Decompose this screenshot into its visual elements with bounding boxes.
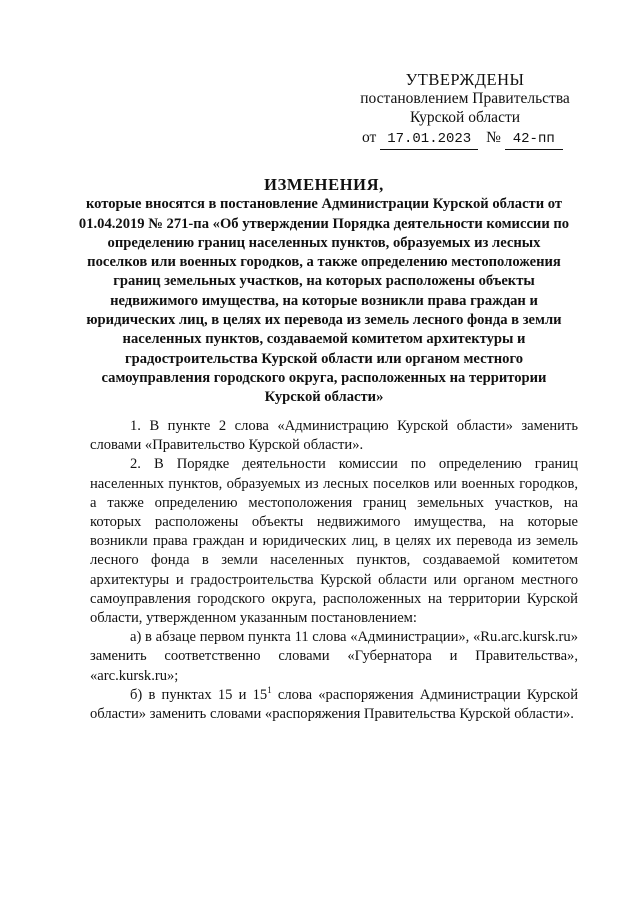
paragraph-4-start: б) в пунктах 15 и 15 (130, 686, 268, 703)
document-heading (78, 175, 570, 408)
document-body (90, 417, 578, 724)
document-subtitle: которые вносятся в постановление Администрации Курской области от 01.04.2019 № 271-па «Об утверждении Порядка деятельности комиссии по определению границ населенных пунктов, образуемых из лесных поселков или военных городков, а также определению местоположения границ земельных участков, на которых расположены объекты недвижимого имущества, на которые возникли права граждан и юридических лиц, в целях их перевода из земель лесного фонда в земли населенных пунктов, создаваемой комитетом архитектуры и градостроительства Курской области или органом местного самоуправления городского округа, расположенных на территории Курской области» (78, 196, 570, 406)
approval-number: 42-пп (505, 130, 563, 150)
approval-date-line (340, 128, 590, 150)
approval-authority: постановлением Правительства (360, 90, 570, 107)
approval-stamp (340, 70, 590, 150)
paragraph-4-superscript: 1 (267, 684, 272, 695)
date-prefix: от (362, 129, 377, 146)
paragraph-1: 1. В пункте 2 слова «Администрацию Курской области» заменить словами «Правительство Курской области». (90, 418, 578, 454)
approval-title: УТВЕРЖДЕНЫ (405, 70, 525, 89)
paragraph-2: 2. В Порядке деятельности комиссии по определению границ населенных пунктов, образуемых из лесных поселков или военных городков, а также определению местоположения границ земельных участков, на которых расположены объекты недвижимого имущества, на которые возникли права граждан и юридических лиц, в целях их перевода из земель лесного фонда в земли населенных пунктов, создаваемой комитетом архитектуры и градостроительства Курской области или органом местного самоуправления городского округа, расположенных на территории Курской области, утвержденном указанным постановлением: (90, 456, 578, 627)
paragraph-4-end: слова «распоряжения Администрации Курской области» заменить словами «распоряжения Правительства Курской области». (90, 686, 578, 723)
approval-region: Курской области (409, 109, 521, 126)
paragraph-3: а) в абзаце первом пункта 11 слова «Администрации», «Ru.arc.kursk.ru» заменить соответственно словами «Губернатора и Правительства», «arc.kursk.ru»; (90, 629, 578, 684)
number-prefix: № (486, 129, 501, 146)
approval-date: 17.01.2023 (380, 130, 478, 150)
document-title: ИЗМЕНЕНИЯ, (264, 175, 384, 194)
paragraph-4 (90, 686, 578, 724)
